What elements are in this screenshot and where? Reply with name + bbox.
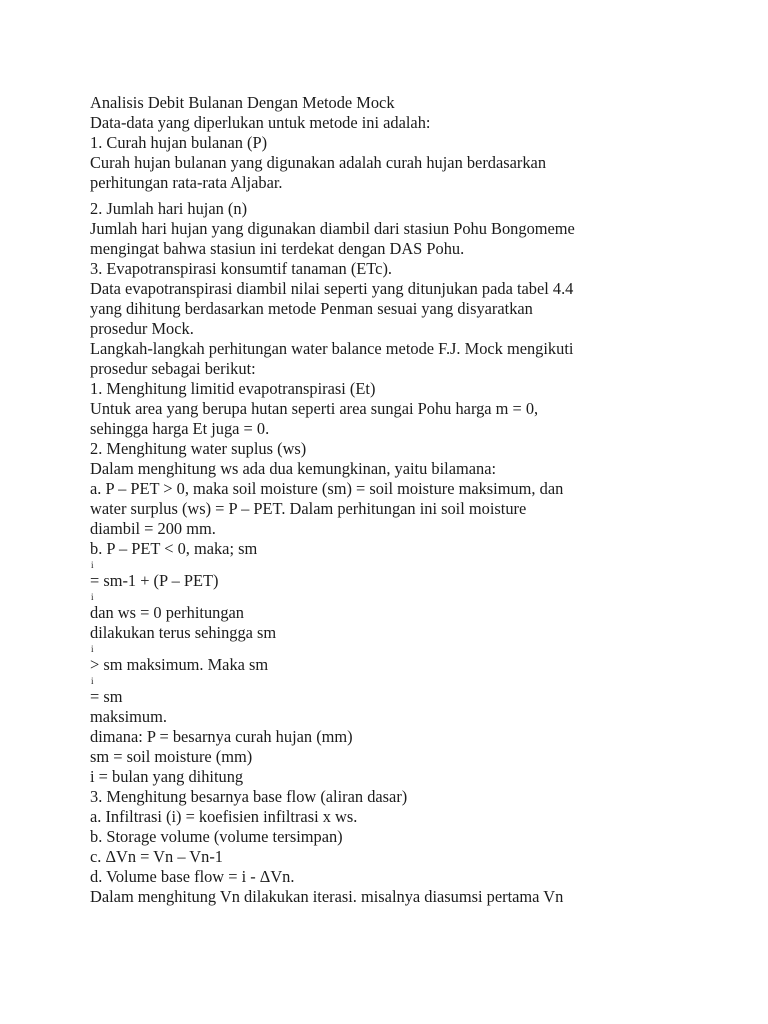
text-line: a. P – PET > 0, maka soil moisture (sm) = soil moisture maksimum, dan: [90, 479, 564, 498]
text-line: yang dihitung berdasarkan metode Penman sesuai yang disyaratkan: [90, 299, 533, 318]
subscript-index: i: [91, 644, 94, 654]
text-line: 1. Curah hujan bulanan (P): [90, 133, 268, 152]
text-line: = sm: [90, 687, 123, 706]
text-line: b. P – PET < 0, maka; sm: [90, 539, 258, 558]
text-line: b. Storage volume (volume tersimpan): [90, 827, 343, 846]
text-line: c. ΔVn = Vn – Vn-1: [90, 847, 223, 866]
document-title: Analisis Debit Bulanan Dengan Metode Mock: [90, 93, 395, 112]
text-line: 3. Menghitung besarnya base flow (aliran dasar): [90, 787, 408, 806]
text-line: prosedur Mock.: [90, 319, 194, 338]
text-line: = sm-1 + (P – PET): [90, 571, 219, 590]
subscript-index: i: [91, 676, 94, 686]
text-line: Untuk area yang berupa hutan seperti area sungai Pohu harga m = 0,: [90, 399, 539, 418]
text-line: d. Volume base flow = i - ΔVn.: [90, 867, 295, 886]
text-line: Langkah-langkah perhitungan water balance metode F.J. Mock mengikuti: [90, 339, 574, 358]
text-line: Jumlah hari hujan yang digunakan diambil dari stasiun Pohu Bongomeme: [90, 219, 575, 238]
text-line: prosedur sebagai berikut:: [90, 359, 256, 378]
text-line: 2. Menghitung water suplus (ws): [90, 439, 307, 458]
text-line: dilakukan terus sehingga sm: [90, 623, 277, 642]
text-line: Curah hujan bulanan yang digunakan adalah curah hujan berdasarkan: [90, 153, 547, 172]
text-line: a. Infiltrasi (i) = koefisien infiltrasi x ws.: [90, 807, 358, 826]
text-line: i = bulan yang dihitung: [90, 767, 244, 786]
text-line: sehingga harga Et juga = 0.: [90, 419, 270, 438]
text-line: 2. Jumlah hari hujan (n): [90, 199, 248, 218]
text-line: perhitungan rata-rata Aljabar.: [90, 173, 283, 192]
text-line: diambil = 200 mm.: [90, 519, 216, 538]
text-line: > sm maksimum. Maka sm: [90, 655, 269, 674]
text-line: Dalam menghitung ws ada dua kemungkinan, yaitu bilamana:: [90, 459, 497, 478]
text-line: 1. Menghitung limitid evapotranspirasi (Et): [90, 379, 376, 398]
text-line: maksimum.: [90, 707, 167, 726]
document-body: [90, 93, 730, 907]
text-line: dan ws = 0 perhitungan: [90, 603, 244, 622]
text-line: Data-data yang diperlukan untuk metode ini adalah:: [90, 113, 431, 132]
text-line: 3. Evapotranspirasi konsumtif tanaman (ETc).: [90, 259, 392, 278]
text-line: dimana: P = besarnya curah hujan (mm): [90, 727, 353, 746]
text-line: Dalam menghitung Vn dilakukan iterasi. misalnya diasumsi pertama Vn: [90, 887, 564, 906]
text-line: sm = soil moisture (mm): [90, 747, 253, 766]
text-line: mengingat bahwa stasiun ini terdekat dengan DAS Pohu.: [90, 239, 465, 258]
text-line: water surplus (ws) = P – PET. Dalam perhitungan ini soil moisture: [90, 499, 527, 518]
subscript-index: i: [91, 592, 94, 602]
text-line: Data evapotranspirasi diambil nilai seperti yang ditunjukan pada tabel 4.4: [90, 279, 574, 298]
subscript-index: i: [91, 560, 94, 570]
